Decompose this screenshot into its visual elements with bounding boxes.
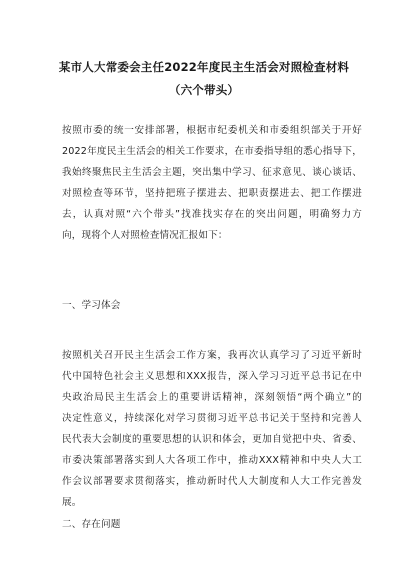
section-heading-study: 一、学习体会 xyxy=(62,300,121,311)
study-line: 代中国特色社会主义思想和XXX报告，深入学习习近平总书记在中 xyxy=(62,371,362,382)
study-paragraph xyxy=(62,345,362,513)
document-subtitle: （六个带头） xyxy=(168,83,240,97)
study-line: 按照机关召开民主生活会工作方案，我再次认真学习了习近平新时 xyxy=(62,350,362,361)
document-title: 某市人大常委会主任2022年度民主生活会对照检查材料 xyxy=(58,60,350,74)
intro-line: 对照检查等环节，坚持把班子摆进去、把职责摆进去、把工作摆进 xyxy=(62,188,362,199)
study-line: 展。 xyxy=(62,497,82,508)
intro-line: 去，认真对照“六个带头”找准找实存在的突出问题，明确努力方 xyxy=(62,209,362,220)
study-line: 民代表大会制度的重要思想的认识和体会，更加自觉把中央、省委、 xyxy=(62,434,362,445)
study-line: 决定性意义，持续深化对学习贯彻习近平总书记关于坚持和完善人 xyxy=(62,413,362,424)
intro-line: 按照市委的统一安排部署，根据市纪委机关和市委组织部关于开好 xyxy=(62,125,362,136)
intro-line: 向，现将个人对照检查情况汇报如下： xyxy=(62,230,228,241)
section-heading-problems: 二、存在问题 xyxy=(62,519,121,530)
intro-line: 我始终聚焦民主生活会主题，突出集中学习、征求意见、谈心谈话、 xyxy=(62,167,362,178)
study-line: 作会议部署要求贯彻落实，推动新时代人大制度和人大工作完善发 xyxy=(62,476,362,487)
study-line: 市委决策部署落实到人大各项工作中，推动XXX精神和中央人大工 xyxy=(62,455,362,466)
intro-paragraph xyxy=(62,120,362,246)
intro-line: 2022年度民主生活会的相关工作要求，在市委指导组的悉心指导下， xyxy=(62,146,362,157)
study-line: 央政治局民主生活会上的重要讲话精神，深刻领悟“两个确立”的 xyxy=(62,392,362,403)
